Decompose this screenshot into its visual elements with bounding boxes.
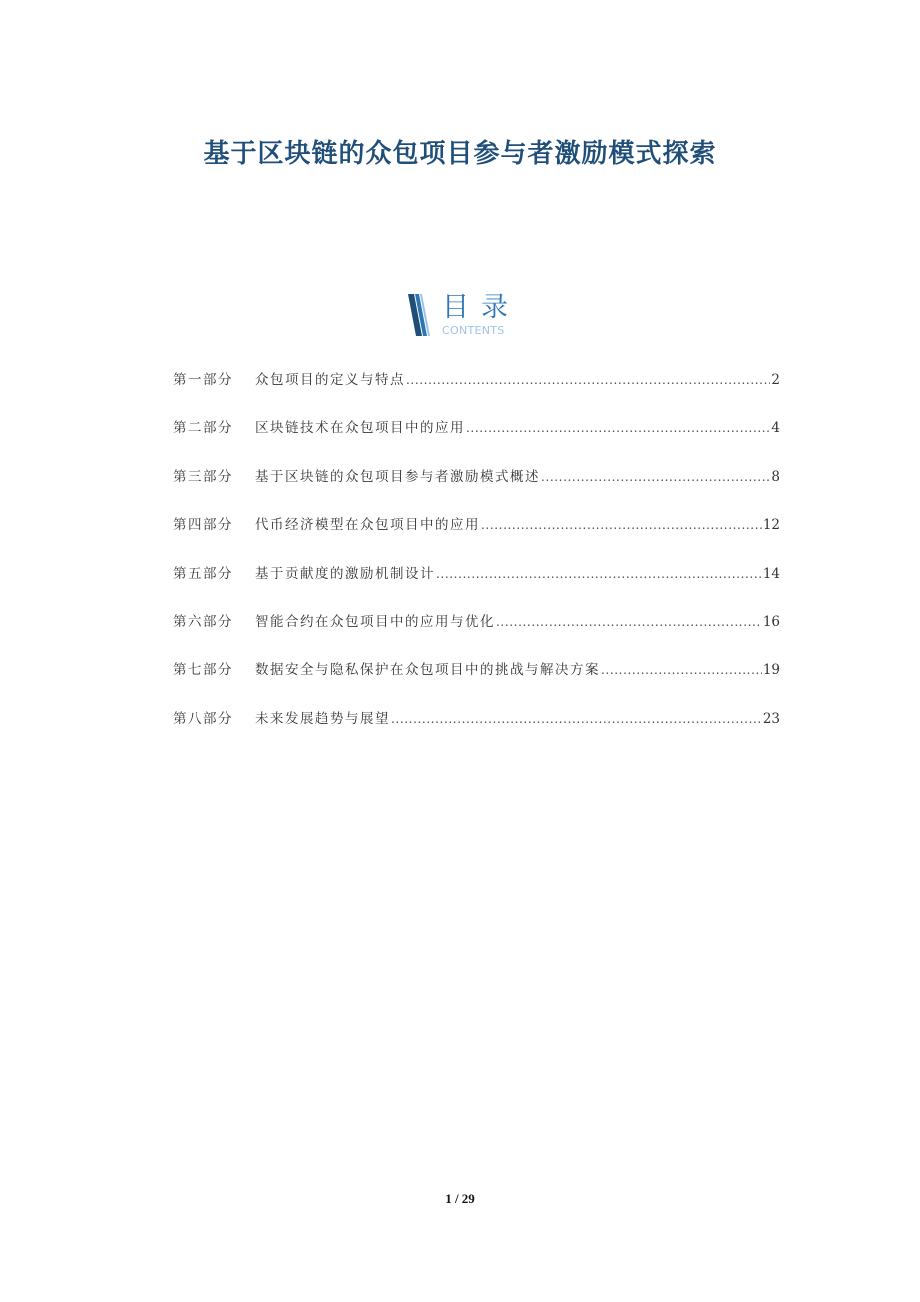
toc-entry-leader	[436, 567, 762, 581]
toc-entry-leader	[391, 712, 762, 726]
toc-entry-part: 第四部分	[173, 517, 233, 534]
toc-entry-part: 第二部分	[173, 420, 233, 437]
toc-entry-title: 数据安全与隐私保护在众包项目中的挑战与解决方案	[255, 662, 600, 679]
toc-entry[interactable]	[173, 562, 780, 610]
toc-list	[173, 368, 780, 755]
toc-entry[interactable]	[173, 513, 780, 561]
toc-heading-subtitle: CONTENTS	[442, 324, 505, 337]
toc-entry-part: 第七部分	[173, 662, 233, 679]
toc-entry-leader	[466, 421, 770, 435]
toc-entry[interactable]	[173, 610, 780, 658]
toc-entry-title: 区块链技术在众包项目中的应用	[255, 420, 465, 437]
toc-entry-page: 12	[762, 517, 780, 534]
toc-entry-page: 2	[771, 372, 780, 388]
toc-entry-page: 19	[762, 662, 780, 679]
toc-entry[interactable]	[173, 465, 780, 513]
toc-entry-page: 8	[771, 468, 780, 485]
toc-entry-leader	[541, 470, 770, 484]
toc-entry-part: 第五部分	[173, 565, 233, 582]
toc-logo-icon	[404, 292, 438, 338]
toc-entry-leader	[481, 518, 762, 532]
toc-entry[interactable]	[173, 658, 780, 706]
toc-entry-title: 基于贡献度的激励机制设计	[255, 565, 435, 582]
toc-entry-leader	[406, 373, 770, 387]
toc-entry-part: 第八部分	[173, 710, 233, 727]
toc-entry-part: 第六部分	[173, 613, 233, 630]
toc-entry-leader	[601, 663, 762, 677]
toc-entry-title: 代币经济模型在众包项目中的应用	[255, 517, 480, 534]
toc-entry-part: 第三部分	[173, 468, 233, 485]
toc-entry-page: 16	[762, 613, 780, 630]
toc-entry-page: 14	[762, 565, 780, 582]
document-title: 基于区块链的众包项目参与者激励模式探索	[203, 139, 717, 170]
toc-entry-page: 23	[762, 710, 780, 727]
toc-heading-title: 目录	[442, 292, 520, 323]
toc-entry[interactable]	[173, 707, 780, 755]
toc-entry-title: 基于区块链的众包项目参与者激励模式概述	[255, 468, 540, 485]
toc-entry-title: 智能合约在众包项目中的应用与优化	[255, 613, 495, 630]
toc-entry-title: 众包项目的定义与特点	[255, 372, 405, 388]
toc-entry[interactable]	[173, 368, 780, 416]
toc-entry-part: 第一部分	[173, 372, 233, 388]
toc-entry[interactable]	[173, 416, 780, 464]
toc-entry-title: 未来发展趋势与展望	[255, 710, 390, 727]
toc-entry-leader	[496, 615, 762, 629]
toc-entry-page: 4	[771, 420, 780, 437]
page-number: 1 / 29	[445, 1191, 475, 1206]
toc-heading	[404, 292, 544, 342]
